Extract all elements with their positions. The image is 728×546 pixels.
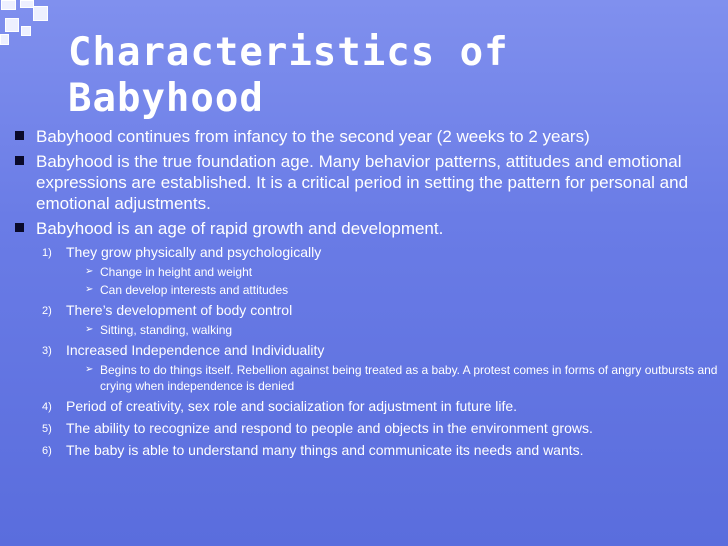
sub-item-text: Can develop interests and attitudes [100,283,289,297]
arrow-bullet-icon: ➢ [85,324,94,335]
item-text: The ability to recognize and respond to people and objects in the environment grows. [66,420,593,436]
sub-item [14,362,720,394]
bullet-text: Babyhood is an age of rapid growth and development. [36,219,444,238]
sub-item [14,264,720,280]
numbered-item [14,441,720,460]
item-number: 3) [42,345,52,357]
slide-title: Characteristics of Babyhood [68,30,509,121]
item-number: 1) [42,247,52,259]
numbered-item [14,301,720,320]
item-number: 4) [42,401,52,413]
decorative-squares [0,0,60,50]
arrow-bullet-icon: ➢ [85,364,94,375]
arrow-bullet-icon: ➢ [85,284,94,295]
sub-item-text: Begins to do things itself. Rebellion against being treated as a baby. A protest comes in forms of angry outbursts and crying when independence is denied [100,363,718,393]
decorative-square [21,26,31,36]
item-text: Period of creativity, sex role and socialization for adjustment in future life. [66,398,518,414]
sub-item-text: Change in height and weight [100,265,253,279]
item-text: There’s development of body control [66,302,293,318]
bullet-item [14,151,720,214]
decorative-square [5,18,19,32]
item-number: 2) [42,305,52,317]
item-number: 6) [42,445,52,457]
bullet-item [14,126,720,147]
item-text: They grow physically and psychologically [66,244,322,260]
square-bullet-icon [15,156,24,165]
square-bullet-icon [15,223,24,232]
sub-item [14,282,720,298]
numbered-item [14,397,720,416]
arrow-bullet-icon: ➢ [85,266,94,277]
decorative-square [1,0,16,10]
decorative-square [33,6,48,21]
decorative-square [0,34,9,45]
numbered-item [14,341,720,360]
sub-item-text: Sitting, standing, walking [100,323,233,337]
bullet-item [14,218,720,239]
decorative-square [20,0,34,8]
item-text: Increased Independence and Individuality [66,342,325,358]
item-number: 5) [42,423,52,435]
square-bullet-icon [15,131,24,140]
bullet-text: Babyhood continues from infancy to the second year (2 weeks to 2 years) [36,127,590,146]
sub-item [14,322,720,338]
item-text: The baby is able to understand many things and communicate its needs and wants. [66,442,584,458]
numbered-item [14,243,720,262]
slide-content [14,126,720,460]
numbered-item [14,419,720,438]
bullet-text: Babyhood is the true foundation age. Many behavior patterns, attitudes and emotional expressions are established. It is a critical period in setting the pattern for personal and emotional adjustments. [36,152,689,213]
